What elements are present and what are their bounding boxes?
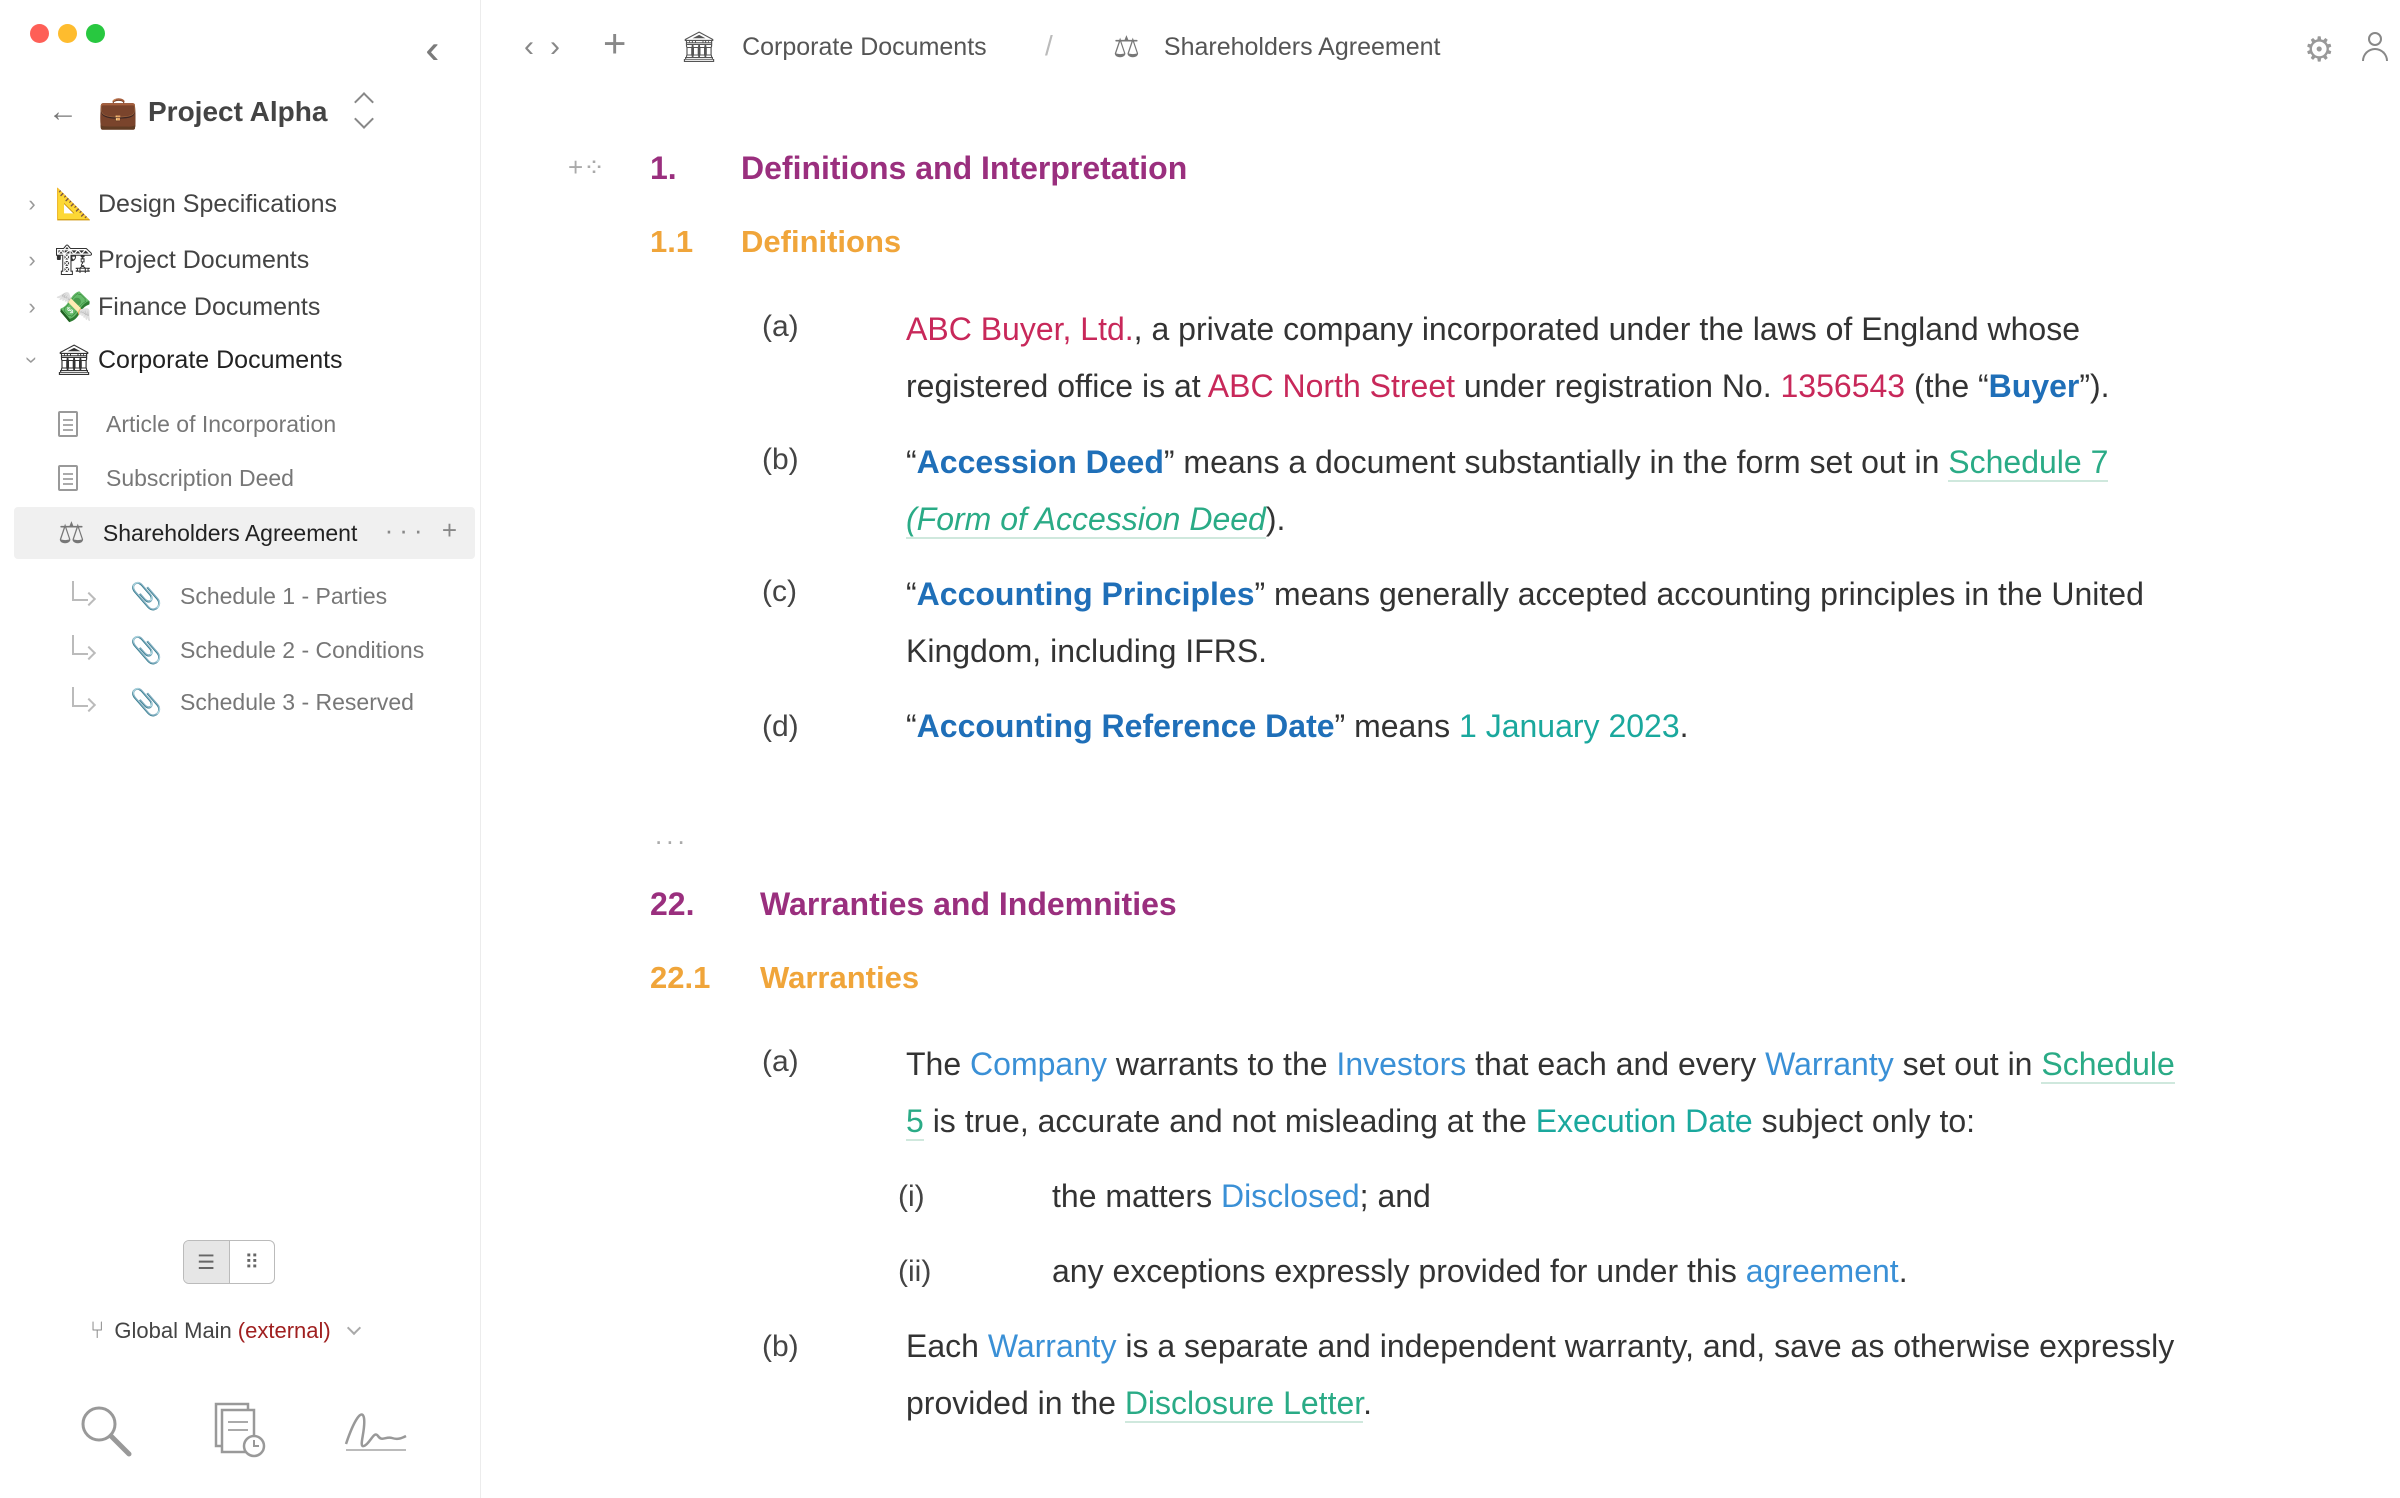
forward-icon[interactable]: › — [550, 30, 576, 63]
clause-i-text — [1052, 1168, 2252, 1225]
paperclip-icon: 📎 — [130, 686, 163, 717]
breadcrumb-parent[interactable] — [680, 30, 987, 65]
clause-c-text — [906, 566, 2256, 680]
document-icon — [58, 411, 78, 437]
project-selector[interactable] — [48, 90, 388, 134]
nav-arrows — [524, 30, 576, 64]
bank-icon: 🏛 — [54, 343, 94, 377]
money-icon: 💸 — [55, 290, 93, 324]
crane-icon: 🏗 — [54, 243, 94, 277]
text-run: is true, accurate and not misleading at the — [923, 1103, 1536, 1139]
schedule-item-2[interactable] — [68, 630, 424, 670]
tree-item-label: Project Documents — [98, 245, 310, 274]
chevron-down-icon[interactable]: › — [20, 356, 45, 364]
section-22-title: Warranties and Indemnities — [760, 886, 1177, 922]
defined-term-link[interactable]: Company — [970, 1046, 1107, 1082]
branch-name: Global Main — [114, 1318, 232, 1343]
project-switch-icon[interactable] — [352, 92, 376, 132]
ruler-icon: 📐 — [55, 187, 93, 221]
entity-address[interactable]: ABC North Street — [1207, 368, 1455, 404]
schedule-label: Schedule 3 - Reserved — [180, 688, 414, 715]
section-22-1-title: Warranties — [760, 960, 920, 995]
section-22-number: 22. — [650, 886, 695, 922]
signature-icon[interactable] — [340, 1395, 410, 1465]
tree-item-corporate-documents[interactable] — [14, 338, 474, 382]
chevron-right-icon[interactable]: › — [28, 294, 36, 319]
branch-icon: ⑂ — [90, 1317, 105, 1344]
defined-term[interactable]: Buyer — [1988, 368, 2080, 404]
defined-term-link[interactable]: Warranty — [987, 1328, 1117, 1364]
schedule-item-1[interactable] — [68, 576, 387, 616]
doc-item-label: Subscription Deed — [106, 464, 294, 491]
add-child-icon[interactable]: + — [441, 515, 463, 545]
text-run: set out in — [1893, 1046, 2042, 1082]
text-run: warrants to the — [1106, 1046, 1337, 1082]
text-run: The — [906, 1046, 971, 1082]
sidebar — [0, 0, 481, 1498]
search-icon[interactable] — [70, 1395, 140, 1465]
text-run: registered office is at — [906, 368, 1208, 404]
clause-a-text — [906, 301, 2256, 415]
bank-icon: 🏛 — [680, 31, 719, 64]
child-arrow-icon — [68, 581, 98, 611]
cross-reference-link[interactable]: (Form of Accession Deed — [906, 501, 1266, 537]
defined-term-link[interactable]: agreement — [1745, 1253, 1899, 1289]
tree-item-finance-documents[interactable] — [14, 285, 474, 329]
section-1-number: 1. — [650, 150, 677, 186]
text-run: ” means a document substantially in the form set out in — [1163, 444, 1949, 480]
tree-item-design-specifications[interactable] — [14, 182, 474, 226]
list-view-icon[interactable]: ☰ — [184, 1241, 230, 1283]
add-icon[interactable]: + — [603, 22, 627, 66]
section-1-1-number: 1.1 — [650, 224, 694, 259]
tree-item-label: Design Specifications — [98, 189, 338, 218]
chevron-down-icon[interactable] — [347, 1321, 361, 1335]
chevron-right-icon[interactable]: › — [28, 191, 36, 216]
schedule-item-3[interactable] — [68, 682, 414, 722]
text-run: , a private company incorporated under the laws of England whose — [1133, 311, 2081, 347]
tree-item-label: Finance Documents — [98, 292, 321, 321]
text-run: ” means — [1334, 708, 1460, 744]
tree-item-label: Corporate Documents — [98, 345, 343, 374]
section-22-1-number: 22.1 — [650, 960, 711, 995]
defined-term-link[interactable]: Warranty — [1765, 1046, 1894, 1082]
text-run: the matters — [1052, 1178, 1221, 1214]
zoom-window-button[interactable] — [86, 24, 105, 43]
section-1-title: Definitions and Interpretation — [741, 150, 1188, 186]
doc-item-shareholders-agreement[interactable] — [14, 507, 475, 559]
text-run: provided in the — [906, 1385, 1125, 1421]
collapsed-sections-ellipsis[interactable]: ... — [655, 820, 689, 850]
defined-term-link[interactable]: Disclosed — [1220, 1178, 1360, 1214]
text-run: . — [1679, 708, 1689, 744]
clause-d-text — [906, 698, 2256, 755]
scales-icon: ⚖ — [1113, 31, 1140, 64]
text-run: (the “ — [1905, 368, 1989, 404]
text-run: ” means generally accepted accounting principles in the United — [1254, 576, 2144, 612]
schedule-label: Schedule 1 - Parties — [180, 582, 388, 609]
text-run: ”). — [2079, 368, 2110, 404]
document-history-icon[interactable] — [205, 1395, 275, 1465]
defined-term[interactable]: Accounting Principles — [916, 576, 1255, 612]
clause-label: (d) — [762, 710, 799, 743]
briefcase-icon: 💼 — [98, 94, 138, 130]
text-run: Each — [906, 1328, 988, 1364]
row-actions — [385, 515, 463, 546]
clause-22-1-b-text — [906, 1318, 2256, 1432]
defined-term[interactable]: Accession Deed — [916, 444, 1164, 480]
doc-item-label: Article of Incorporation — [106, 410, 337, 437]
paperclip-icon: 📎 — [130, 634, 163, 665]
clause-label: (ii) — [898, 1255, 932, 1288]
text-run: that each and every — [1466, 1046, 1766, 1082]
view-toggle — [183, 1240, 275, 1284]
grid-view-icon[interactable]: ⠿ — [244, 1251, 260, 1274]
text-run: under registration No. — [1455, 368, 1781, 404]
minimize-window-button[interactable] — [58, 24, 77, 43]
text-run: . — [1898, 1253, 1908, 1289]
clause-ii-text — [1052, 1243, 2252, 1300]
chevron-right-icon[interactable]: › — [28, 247, 36, 272]
clause-label: (b) — [762, 1330, 799, 1363]
clause-label: (i) — [898, 1180, 925, 1213]
text-run: . — [1363, 1385, 1373, 1421]
text-run: “ — [906, 708, 917, 744]
clause-label: (a) — [762, 310, 799, 343]
clause-22-1-a-text — [906, 1036, 2256, 1150]
tree-item-project-documents[interactable] — [14, 238, 474, 282]
project-name: Project Alpha — [148, 96, 328, 127]
back-arrow-icon[interactable]: ← — [48, 95, 78, 128]
entity-name[interactable]: ABC Buyer, Ltd. — [906, 311, 1134, 347]
cross-reference-link[interactable]: Schedule — [2041, 1046, 2175, 1082]
branch-tag: (external) — [237, 1318, 331, 1343]
branch-selector[interactable] — [90, 1314, 359, 1348]
text-run: subject only to: — [1752, 1103, 1976, 1139]
section-1-1-title: Definitions — [741, 224, 902, 259]
drag-handle-icon[interactable]: +⁘ — [568, 152, 605, 182]
document-icon — [58, 465, 78, 491]
defined-term[interactable]: Accounting Reference Date — [916, 708, 1335, 744]
cross-reference-link[interactable]: Disclosure Letter — [1124, 1385, 1364, 1421]
doc-item-label: Shareholders Agreement — [102, 519, 358, 546]
breadcrumb-current[interactable] — [1113, 30, 1440, 65]
doc-item-article-of-incorporation[interactable] — [58, 404, 336, 444]
child-arrow-icon — [68, 635, 98, 665]
clause-b-text — [906, 434, 2256, 548]
text-run: Kingdom, including IFRS. — [906, 633, 1268, 669]
text-run: is a separate and independent warranty, and, save as otherwise expressly — [1116, 1328, 2175, 1364]
doc-item-subscription-deed[interactable] — [58, 458, 294, 498]
more-options-icon[interactable]: ··· — [384, 515, 429, 545]
text-run: “ — [906, 576, 917, 612]
defined-term-link[interactable]: Execution Date — [1535, 1103, 1753, 1139]
clause-label: (b) — [762, 443, 799, 476]
clause-label: (c) — [762, 575, 797, 608]
breadcrumb-parent-label: Corporate Documents — [742, 33, 987, 61]
breadcrumb-current-label: Shareholders Agreement — [1163, 33, 1441, 61]
date-value[interactable]: 1 January 2023 — [1459, 708, 1680, 744]
cross-reference-link[interactable]: 5 — [906, 1103, 924, 1139]
child-arrow-icon — [68, 687, 98, 717]
defined-term-link[interactable]: Investors — [1336, 1046, 1467, 1082]
scales-icon: ⚖ — [58, 516, 85, 550]
close-window-button[interactable] — [30, 24, 49, 43]
text-run: ; and — [1359, 1178, 1431, 1214]
gear-icon[interactable]: ⚙ — [2304, 31, 2335, 69]
paperclip-icon: 📎 — [130, 580, 163, 611]
back-icon[interactable]: ‹ — [524, 30, 550, 63]
text-run: any exceptions expressly provided for under this — [1052, 1253, 1746, 1289]
cross-reference-link[interactable]: Schedule 7 — [1948, 444, 2109, 480]
schedule-label: Schedule 2 - Conditions — [180, 636, 425, 663]
text-run: ). — [1265, 501, 1286, 537]
text-run: “ — [906, 444, 917, 480]
user-icon[interactable] — [2360, 32, 2390, 62]
entity-regno[interactable]: 1356543 — [1780, 368, 1906, 404]
breadcrumb-separator: / — [1045, 30, 1053, 61]
clause-label: (a) — [762, 1045, 799, 1078]
